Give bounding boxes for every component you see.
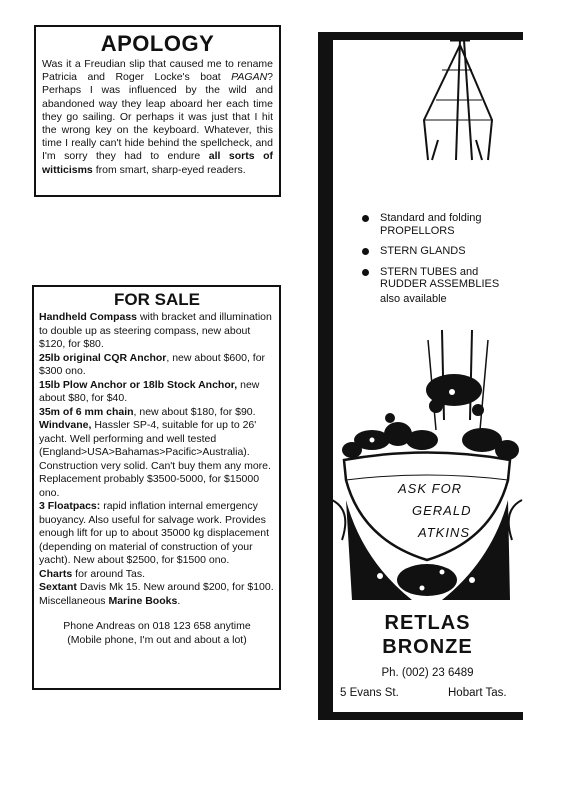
product-label: STERN TUBES and RUDDER ASSEMBLIES — [380, 265, 500, 290]
contact-phone — [39, 620, 275, 647]
boat-name: PAGAN — [231, 71, 268, 84]
item-desc: new about $80, for $40. — [39, 378, 260, 404]
item-desc: with bracket and illumination to double up as steering compass, new about $120, for $80. — [39, 311, 272, 350]
list-item — [39, 419, 275, 500]
item-desc: , new about $180, for $90. — [133, 405, 256, 418]
item-name: 35m of 6 mm chain — [39, 405, 134, 418]
list-item — [39, 406, 275, 420]
apology-text-2: ? Perhaps I was influenced by the wild and abandoned way they leap aboard her each time they go sailing. Or perhaps it was just that I hit the wrong key on the keyboard. Whatever, this time I really can't hide behind the spellcheck, and I'm sorry they had to endure — [42, 71, 273, 163]
advert-product-list — [360, 212, 522, 305]
item-desc: Hassler SP-4, suitable for up to 26' yacht. Well performing and well tested (England>USA>Bahamas>Pacific>Australia). Construction very solid. Can't buy them any more. Replacement probably $3500-5000, for $15000 ono. — [39, 419, 271, 499]
apology-body — [42, 58, 273, 177]
list-item — [39, 581, 275, 595]
apology-bold: all sorts of witticisms — [42, 150, 273, 176]
list-item — [360, 266, 522, 291]
bullet-icon — [362, 269, 369, 276]
item-name: Handheld Compass — [39, 311, 138, 323]
item-name: Sextant — [39, 581, 77, 593]
product-label: Standard and folding PROPELLORS — [380, 212, 482, 237]
misc-prefix: Miscellaneous — [39, 594, 109, 607]
hull-text-3: ATKINS — [418, 525, 470, 540]
list-item — [360, 212, 522, 237]
hull-text-2: GERALD — [412, 503, 472, 518]
list-item — [39, 352, 275, 379]
list-item — [39, 595, 275, 609]
list-item — [39, 379, 275, 406]
item-name: 15lb Plow Anchor or 18lb Stock Anchor, — [39, 378, 238, 391]
phone-line-1: Phone Andreas on 018 123 658 anytime — [63, 620, 251, 632]
item-name: Charts — [39, 567, 73, 580]
advert-phone: Ph. (002) 23 6489 — [381, 667, 474, 679]
item-name: 25lb original CQR Anchor — [39, 351, 167, 364]
item-desc: Davis Mk 15. New around $200, for $100. — [76, 581, 274, 593]
item-desc: rapid inflation internal emergency buoyancy. Also useful for salvage work. Provides enough lift for up to about 35000 kg displacement (depending on material of construction of your yacht). New about $2500, for $1500 ono. — [39, 500, 269, 566]
list-item — [39, 311, 275, 352]
apology-title: APOLOGY — [100, 31, 215, 56]
list-item — [39, 568, 275, 582]
for-sale-title: FOR SALE — [114, 290, 200, 309]
bullet-icon — [362, 215, 369, 222]
item-name: 3 Floatpacs: — [39, 500, 101, 512]
advert-city: Hobart Tas. — [448, 687, 507, 699]
apology-text-3: from smart, sharp-eyed readers. — [92, 163, 246, 176]
apology-text-1: Was it a Freudian slip that caused me to rename Patricia and Roger Locke's boat — [42, 58, 273, 84]
hull-text-1: ASK FOR — [398, 481, 463, 496]
also-available-note: also available — [380, 292, 447, 305]
bullet-icon — [362, 248, 369, 255]
phone-line-2: (Mobile phone, I'm out and about a lot) — [67, 633, 247, 646]
apology-notice — [34, 25, 281, 197]
misc-suffix: . — [177, 594, 181, 607]
list-item — [360, 245, 522, 258]
product-label: STERN GLANDS — [380, 245, 466, 257]
for-sale-notice — [32, 285, 281, 690]
brand-name-line-2: BRONZE — [382, 636, 473, 658]
advert-street: 5 Evans St. — [340, 687, 399, 699]
item-desc: , new about $600, for $300 ono. — [39, 351, 266, 377]
item-desc: for around Tas. — [72, 567, 146, 580]
misc-item: Marine Books — [108, 594, 178, 607]
brand-name-line-1: RETLAS — [384, 612, 471, 634]
list-item — [39, 500, 275, 568]
item-name: Windvane, — [39, 419, 92, 431]
